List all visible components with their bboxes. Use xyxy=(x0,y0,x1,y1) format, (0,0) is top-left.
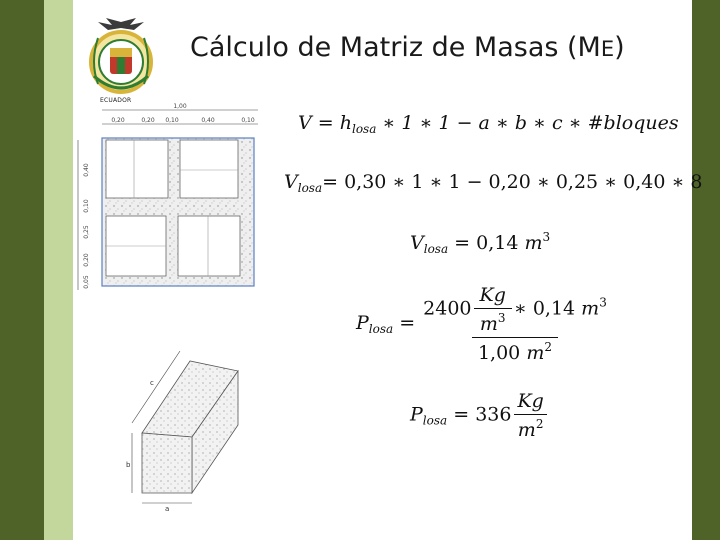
kg-per-m2-fraction: $\frac{Kg}{m^2}$ xyxy=(513,390,547,441)
block-3d-drawing xyxy=(110,345,250,515)
block-label-b: b xyxy=(126,461,131,469)
equation-load-fraction: $P_{losa}$ = 2400 $\frac{Kg}{m^3}$ ∗ 0,14 $m^3$ 1,00 $m^2$ xyxy=(356,284,615,364)
block-label-a: a xyxy=(165,505,170,513)
title-end: ) xyxy=(614,32,625,63)
dim-left-1: 0,40 xyxy=(83,163,90,177)
left-light-band xyxy=(44,0,73,540)
equation-volume-result: $V_{losa} = 0,14$ $m^3$ xyxy=(410,230,551,256)
dim-top-1: 0,20 xyxy=(111,117,125,124)
university-seal-icon xyxy=(86,16,156,110)
load-fraction: 2400 $\frac{Kg}{m^3}$ ∗ 0,14 $m^3$ 1,00 $m^2$ xyxy=(423,284,607,364)
equation-volume-general: $V = h_{losa}$ ∗ 1 ∗ 1 − a ∗ b ∗ c ∗ #bloques xyxy=(298,112,679,136)
equation-volume-substituted: $V_{losa}= 0,30$ ∗ 1 ∗ 1 − 0,20 ∗ 0,25 ∗ 0,40 ∗ 8 xyxy=(284,171,703,195)
title-small: E xyxy=(600,37,615,61)
seal-caption: ECUADOR xyxy=(100,97,132,104)
slab-plan-drawing xyxy=(72,100,272,300)
dim-top-3: 0,10 xyxy=(165,117,179,124)
dim-left-3: 0,25 xyxy=(83,225,90,239)
dim-top-5: 0,10 xyxy=(241,117,255,124)
kg-per-m3-fraction: $\frac{Kg}{m^3}$ xyxy=(474,284,512,335)
dim-top-4: 0,40 xyxy=(201,117,215,124)
dim-top-2: 0,20 xyxy=(141,117,155,124)
left-dark-band xyxy=(0,0,44,540)
dim-left-2: 0,10 xyxy=(83,199,90,213)
dim-left-4: 0,20 xyxy=(83,253,90,267)
dim-top-total: 1,00 xyxy=(173,103,187,110)
title-main: Cálculo de Matriz de Masas (M xyxy=(190,32,601,63)
slide-title xyxy=(190,32,625,63)
dim-left-5: 0,05 xyxy=(83,275,90,289)
right-dark-band xyxy=(692,0,720,540)
block-label-c: c xyxy=(150,379,154,387)
equation-load-result: $P_{losa} = 336$ $\frac{Kg}{m^2}$ xyxy=(410,390,550,441)
